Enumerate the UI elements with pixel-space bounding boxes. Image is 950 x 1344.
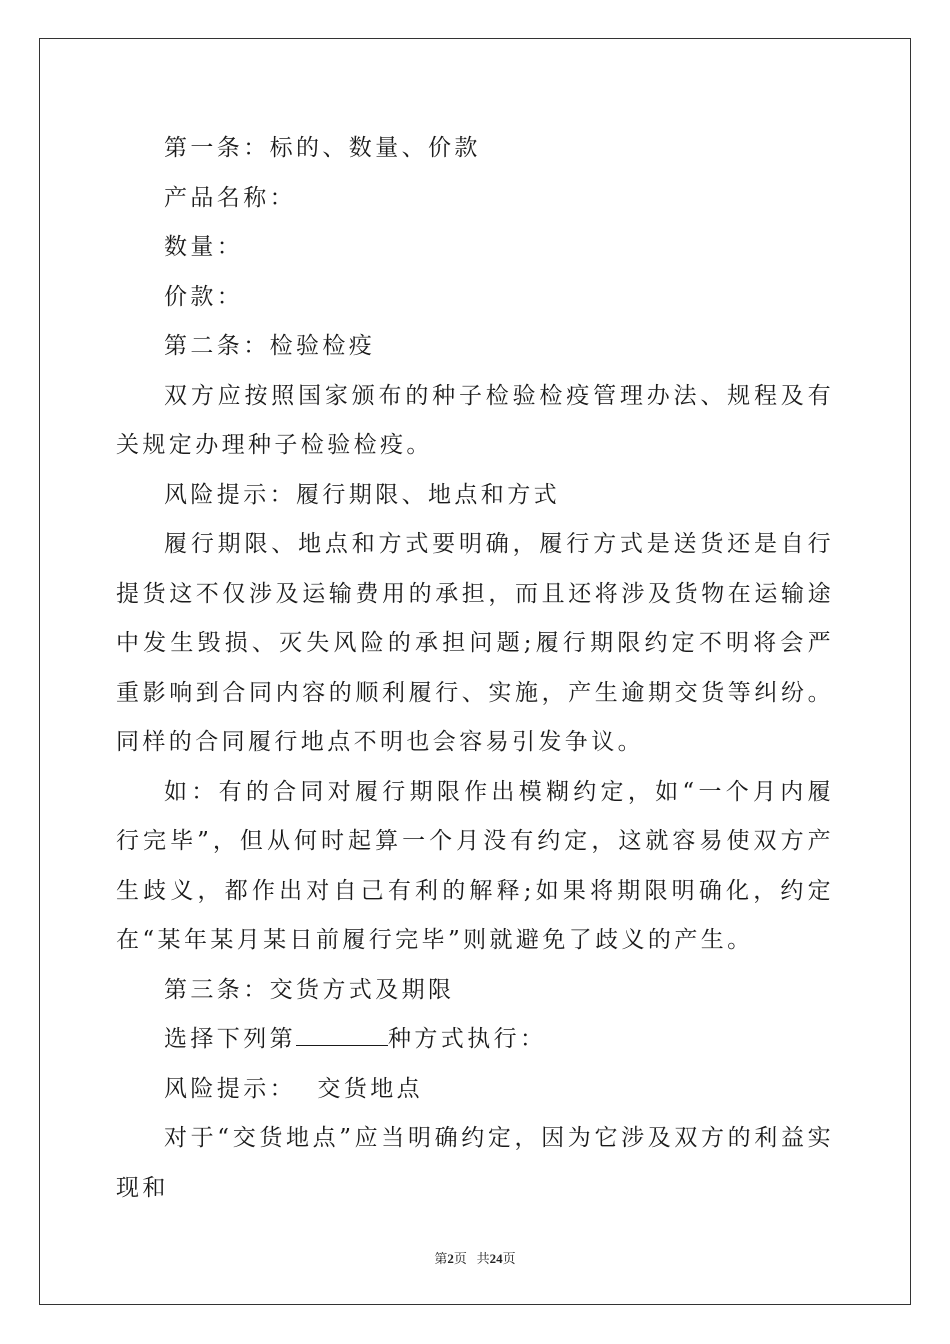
clause-1-heading: 第一条：标的、数量、价款 <box>164 135 481 161</box>
choice-line <box>116 1015 834 1065</box>
choice-after: 种方式执行： <box>388 1026 547 1052</box>
total-suffix: 页 <box>502 1251 516 1266</box>
performance-paragraph: 履行期限、地点和方式要明确，履行方式是送货还是自行提货这不仅涉及运输费用的承担，而且还将涉及货物在运输途中发生毁损、灭失风险的承担问题;履行期限约定不明将会严重影响到合同内容的顺利履行、实施，产生逾期交货等纠纷。同样的合同履行地点不明也会容易引发争议。 <box>116 531 834 755</box>
page-footer <box>0 1248 950 1267</box>
choice-before: 选择下列第 <box>164 1026 296 1052</box>
risk-tip-performance: 风险提示：履行期限、地点和方式 <box>164 481 560 508</box>
clause-3-heading: 第三条：交货方式及期限 <box>164 976 455 1003</box>
page-suffix: 页 <box>453 1251 467 1266</box>
page-number: 2 <box>447 1251 454 1266</box>
page-prefix: 第 <box>434 1251 448 1266</box>
example-paragraph: 如：有的合同对履行期限作出模糊约定，如“一个月内履行完毕”，但从何时起算一个月没有约定，这就容易使双方产生歧义，都作出对自己有利的解释;如果将期限明确化，约定在“某年某月某日前履行完毕”则就避免了歧义的产生。 <box>116 778 834 953</box>
delivery-paragraph: 对于“交货地点”应当明确约定，因为它涉及双方的利益实现和 <box>116 1125 834 1201</box>
risk-tip-delivery: 风险提示： 交货地点 <box>164 1075 424 1102</box>
document-body <box>116 124 834 1213</box>
quantity-field: 数量： <box>164 234 244 260</box>
total-prefix: 共 <box>476 1251 490 1266</box>
product-name-field: 产品名称： <box>164 184 296 211</box>
price-field: 价款： <box>164 283 244 310</box>
total-pages: 24 <box>489 1251 503 1266</box>
blank-fill-line <box>296 1025 388 1046</box>
inspection-paragraph: 双方应按照国家颁布的种子检验检疫管理办法、规程及有关规定办理种子检验检疫。 <box>116 382 834 458</box>
clause-2-heading: 第二条：检验检疫 <box>164 333 376 359</box>
